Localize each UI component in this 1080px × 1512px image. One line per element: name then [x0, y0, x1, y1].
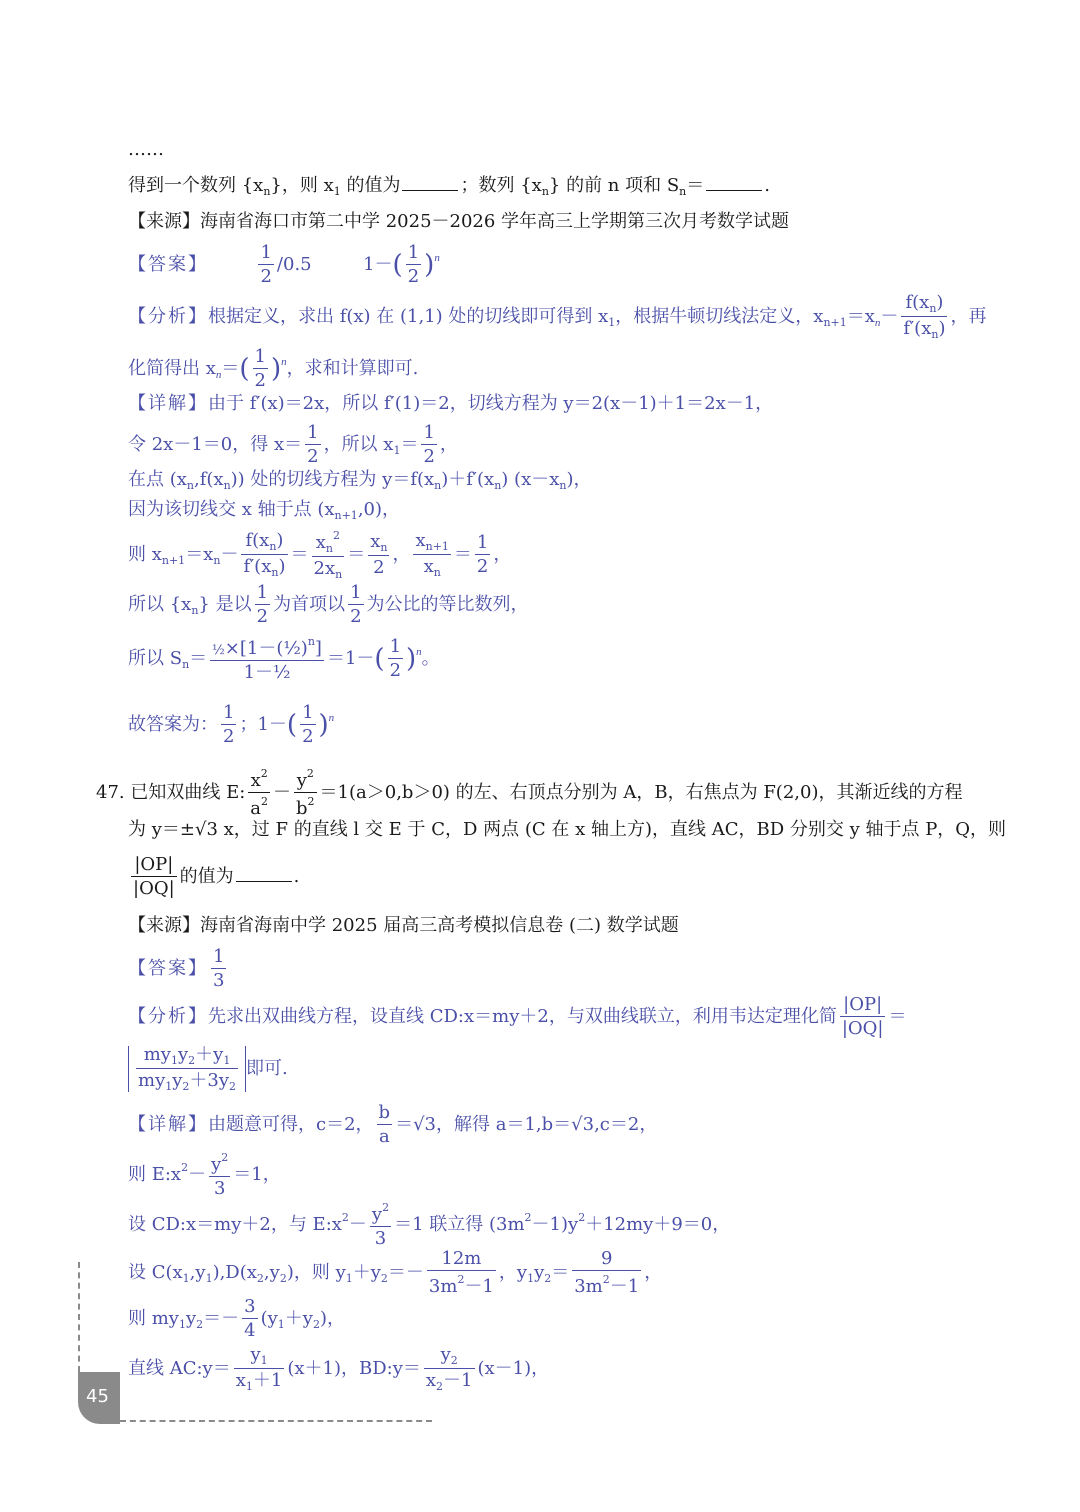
answer-blank-1 — [402, 174, 458, 191]
detail-2-line-2: 则 $E:x^2-$ $\frac{y^2}{3}$ ＝1， — [128, 1151, 281, 1199]
answer-2: 【答案】 $\frac{1}{3}$ — [128, 946, 225, 991]
detail-2-line-5: 则 $my_1y_2=-$ $\frac{3}{4}$ $(y_1+y_2)$， — [128, 1296, 345, 1341]
detail-1-line-5: 则 $x_{n+1}=x_n-$ $\frac{f(x_n)}{f'(x_n)}$ ＝ $\frac{x_n^2}{2x_n}$ ＝ $\frac{x_n}{2}$ ， $\frac{x_{n+1}}{x_n}$ ＝ $\frac{1}{2}$ ， — [128, 529, 512, 581]
question-47: 47. 已知双曲线 E: $\frac{x^2}{a^2}$ － $\frac{y^2}{b^2}$ ＝1(a＞0,b＞0) 的左、右顶点分别为 A，B，右焦点为 F(2,0)，其渐近线的方程 — [96, 767, 963, 819]
analysis-2: 【分析】先求出双曲线方程，设直线 CD:x＝my＋2，与双曲线联立，利用韦达定理化简 $\frac{|OP|}{|OQ|}$ ＝ — [128, 994, 907, 1039]
ellipsis: …… — [128, 139, 164, 160]
detail-1-line-7: 所以 $S_n=$ $\frac{\frac{1}{2}\times[1-(\frac{1}{2})^n]}{\text{1－½}}$ ＝1－( $\frac{1}{2}$ )$^n$。 — [128, 635, 440, 683]
page-number: 45 — [86, 1386, 109, 1407]
detail-1-line-8: 故答案为： $\frac{1}{2}$ ；1－( $\frac{1}{2}$ )$^n$ — [128, 702, 335, 747]
analysis-1: 【分析】根据定义，求出 f(x) 在 (1,1) 处的切线即可得到 $x_1$，根据牛顿切线法定义，$x_{n+1}=x_n-$ $\frac{f(x_n)}{f'(x_n)}$ ，再 — [128, 292, 987, 341]
analysis-2-cont: $\frac{my_1y_2+y_1}{my_1y_2+3y_2}$ 即可. — [128, 1046, 288, 1092]
question-47-line-3: $\frac{|OP|}{|OQ|}$ 的值为 . — [133, 854, 300, 899]
question-46-tail: 得到一个数列 $\{x_n\}$，则 $x_1$ 的值为 ；数列 $\{x_n\}$ 的前 n 项和 $S_n=$ . — [128, 175, 770, 198]
source-2: 【来源】海南省海南中学 2025 届高三高考模拟信息卷 (二) 数学试题 — [128, 915, 679, 936]
detail-1-line-1: 【详解】由于 f′(x)＝2x，所以 f′(1)＝2，切线方程为 y＝2(x－1)＋1＝2x－1， — [128, 393, 774, 414]
detail-1-line-2: 令 2x－1＝0，得 x＝ $\frac{1}{2}$ ，所以 $x_1=$ $\frac{1}{2}$ ， — [128, 422, 458, 467]
source-1: 【来源】海南省海口市第二中学 2025－2026 学年高三上学期第三次月考数学试题 — [128, 211, 790, 232]
answer-blank-3 — [236, 865, 292, 882]
detail-2-line-1: 【详解】由题意可得，c＝2， $\frac{b}{a}$ ＝√3，解得 a＝1,b＝√3,c＝2， — [128, 1102, 658, 1147]
detail-1-line-4: 因为该切线交 x 轴于点 $(x_{n+1},0)$， — [128, 499, 401, 522]
answer-blank-2 — [706, 174, 762, 191]
detail-2-line-4: 设 $C(x_1,y_1),D(x_2,y_2)$，则 $y_1+y_2=-$ $\frac{12m}{3m^2-1}$ ，$y_1y_2=$ $\frac{9}{3m^2-1}$ ， — [128, 1248, 663, 1297]
page-dashed-border-vertical — [78, 1262, 80, 1372]
page-dashed-border-horizontal — [120, 1420, 432, 1422]
answer-1: 【答案】 $\frac{1}{2}$ /0.5 1－( $\frac{1}{2}$ )$^n$ — [128, 242, 440, 287]
detail-1-line-6: 所以 $\{x_n\}$ 是以 $\frac{1}{2}$ 为首项以 $\frac{1}{2}$ 为公比的等比数列， — [128, 582, 529, 627]
detail-1-line-3: 在点 $(x_n,f(x_n))$ 处的切线方程为 $y=f(x_n)+f'(x_n)$ $(x-x_n)$， — [128, 469, 592, 492]
detail-2-line-3: 设 CD:x＝my＋2，与 $E:x^2-$ $\frac{y^2}{3}$ ＝1 联立得 $(3m^2-1)y^2+12my+9=0$， — [128, 1201, 731, 1249]
question-47-line-2: 为 y＝±√3 x，过 F 的直线 l 交 E 于 C，D 两点 (C 在 x 轴上方)，直线 AC，BD 分别交 y 轴于点 P，Q，则 — [128, 819, 1007, 840]
analysis-1-cont: 化简得出 $x_n=$( $\frac{1}{2}$ )$^n$，求和计算即可. — [128, 346, 419, 391]
detail-2-line-6: 直线 AC:y＝ $\frac{y_1}{x_1+1}$ (x＋1)，BD:y＝ $\frac{y_2}{x_2-1}$ (x－1)， — [128, 1344, 550, 1393]
